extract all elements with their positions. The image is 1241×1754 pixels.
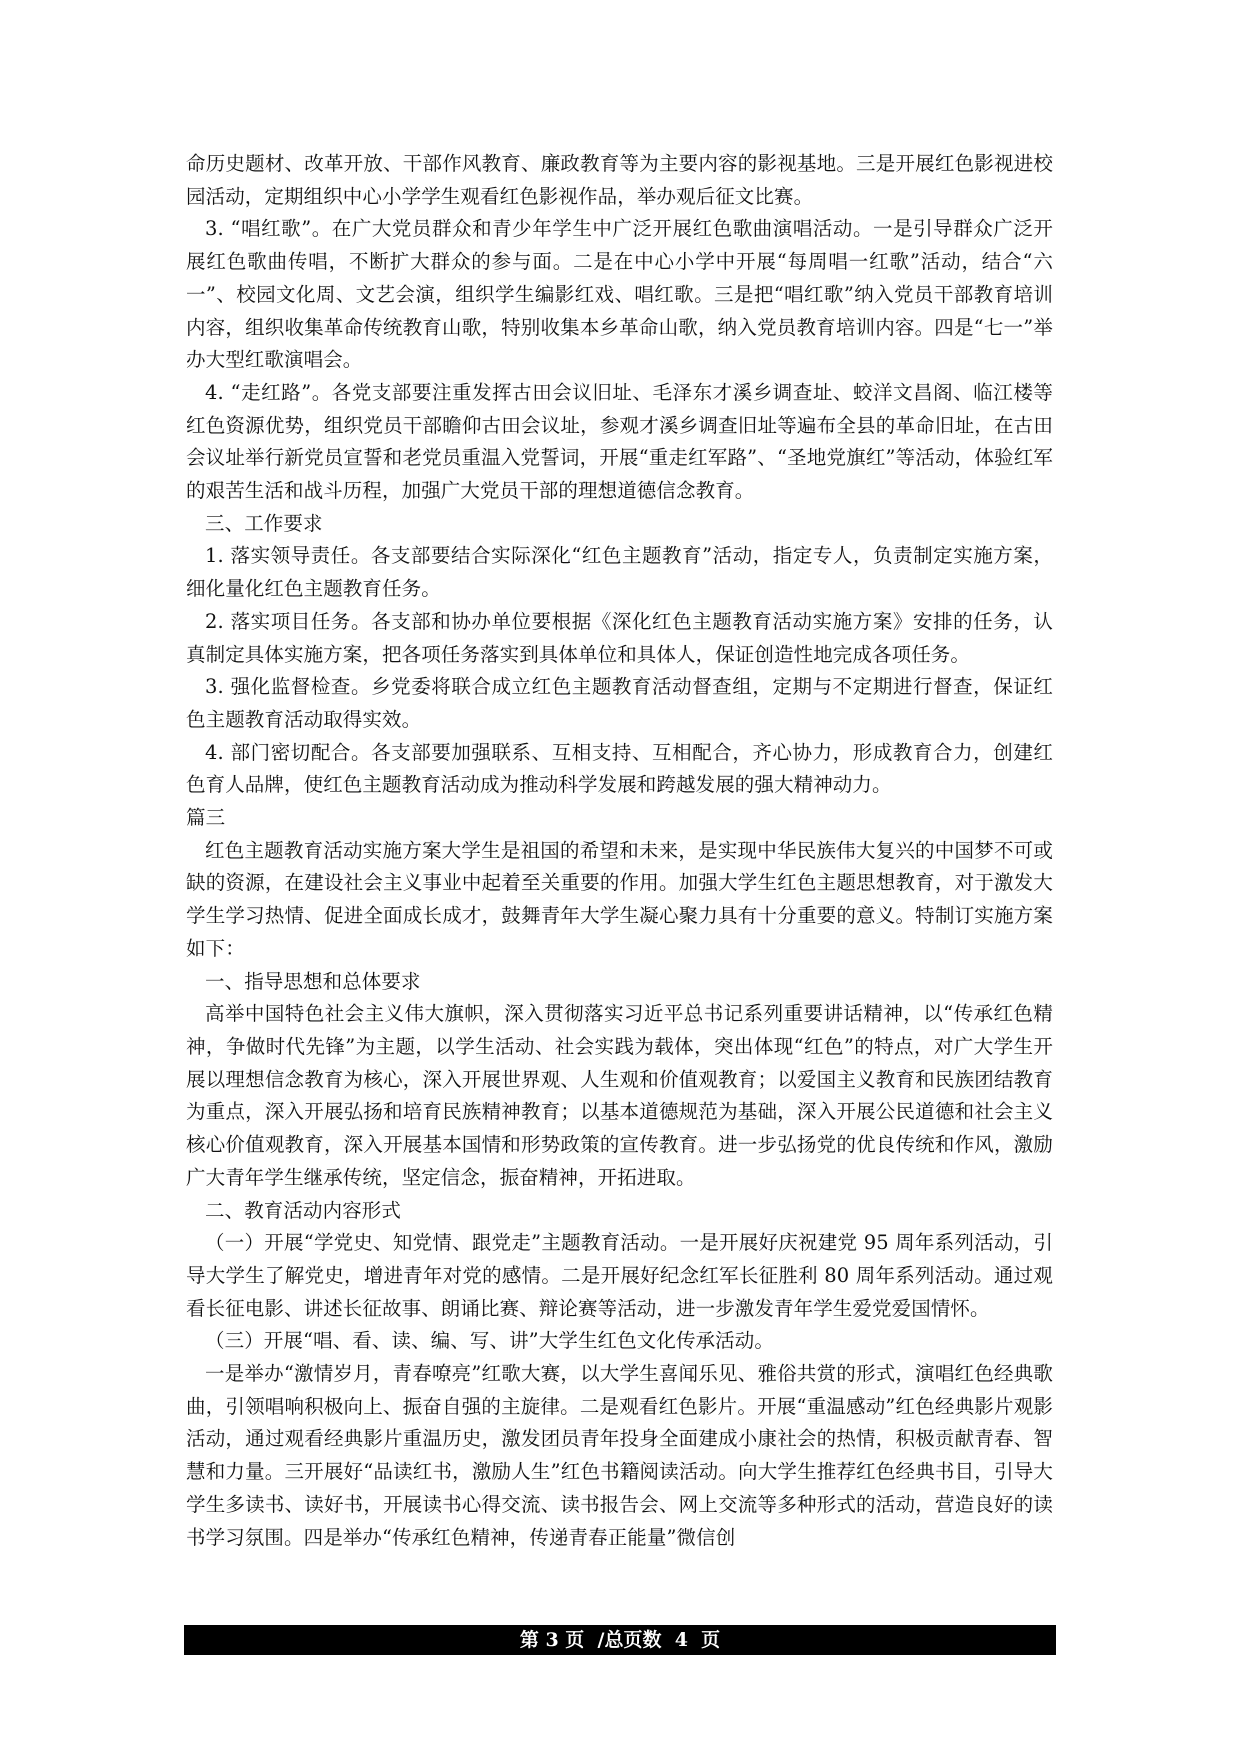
paragraph-guiding-ideology: 高举中国特色社会主义伟大旗帜，深入贯彻落实习近平总书记系列重要讲话精神，以“传承红色精神，争做时代先锋”为主题，以学生活动、社会实践为载体，突出体现“红色”的特点，对广大学生开展以理想信念教育为核心，深入开展世界观、人生观和价值观教育；以爱国主义教育和民族团结教育为重点，深入开展弘扬和培育民族精神教育；以基本道德规范为基础，深入开展公民道德和社会主义核心价值观教育，深入开展基本国情和形势政策的宣传教育。进一步弘扬党的优良传统和作风，激励广大青年学生继承传统，坚定信念，振奋精神，开拓进取。	[186, 1002, 1053, 1189]
requirement-item-3: 3. 强化监督检查。乡党委将联合成立红色主题教育活动督查组，定期与不定期进行督查，保证红色主题教育活动取得实效。	[186, 675, 1053, 731]
section-heading-activity-content: 二、教育活动内容形式	[205, 1198, 402, 1222]
requirement-item-1: 1. 落实领导责任。各支部要结合实际深化“红色主题教育”活动，指定专人，负责制定实施方案，细化量化红色主题教育任务。	[186, 544, 1053, 601]
section-heading-guiding-ideology: 一、指导思想和总体要求	[205, 969, 421, 993]
activity-item-3: （三）开展“唱、看、读、编、写、讲”大学生红色文化传承活动。	[205, 1329, 774, 1353]
paragraph-intro: 红色主题教育活动实施方案大学生是祖国的希望和未来，是实现中华民族伟大复兴的中国梦不可或缺的资源，在建设社会主义事业中起着至关重要的作用。加强大学生红色主题思想教育，对于激发大学生学习热情、促进全面成长成才，鼓舞青年大学生凝心聚力具有十分重要的意义。特制订实施方案如下：	[186, 838, 1053, 960]
page-number-label: 第 3 页 /总页数 4 页	[519, 1629, 721, 1651]
activity-item-3-body: 一是举办“激情岁月，青春嘹亮”红歌大赛，以大学生喜闻乐见、雅俗共赏的形式，演唱红色经典歌曲，引领唱响积极向上、振奋自强的主旋律。二是观看红色影片。开展“重温感动”红色经典影片观影活动，通过观看经典影片重温历史，激发团员青年投身全面建成小康社会的热情，积极贡献青春、智慧和力量。三开展好“品读红书，激励人生”红色书籍阅读活动。向大学生推荐红色经典书目，引导大学生多读书、读好书，开展读书心得交流、读书报告会、网上交流等多种形式的活动，营造良好的读书学习氛围。四是举办“传承红色精神，传递青春正能量”微信创	[186, 1362, 1053, 1549]
paragraph-sing-red-songs: 3. “唱红歌”。在广大党员群众和青少年学生中广泛开展红色歌曲演唱活动。一是引导群众广泛开展红色歌曲传唱，不断扩大群众的参与面。二是在中心小学中开展“每周唱一红歌”活动，结合“六一”、校园文化周、文艺会演，组织学生编影红戏、唱红歌。三是把“唱红歌”纳入党员干部教育培训内容，组织收集革命传统教育山歌，特别收集本乡革命山歌，纳入党员教育培训内容。四是“七一”举办大型红歌演唱会。	[186, 217, 1053, 372]
page-footer	[184, 1625, 1056, 1655]
section-heading-work-requirements: 三、工作要求	[205, 511, 323, 535]
chapter-heading-part-three: 篇三	[186, 806, 226, 830]
requirement-item-2: 2. 落实项目任务。各支部和协办单位要根据《深化红色主题教育活动实施方案》安排的任务，认真制定具体实施方案，把各项任务落实到具体单位和具体人，保证创造性地完成各项任务。	[186, 609, 1053, 666]
requirement-item-4: 4. 部门密切配合。各支部要加强联系、互相支持、互相配合，齐心协力，形成教育合力，创建红色育人品牌，使红色主题教育活动成为推动科学发展和跨越发展的强大精神动力。	[186, 740, 1053, 797]
document-body	[186, 148, 1053, 1554]
activity-item-1: （一）开展“学党史、知党情、跟党走”主题教育活动。一是开展好庆祝建党 95 周年系列活动，引导大学生了解党史，增进青年对党的感情。二是开展好纪念红军长征胜利 80 周年系列活动。通过观看长征电影、讲述长征故事、朗诵比赛、辩论赛等活动，进一步激发青年学生爱党爱国情怀。	[186, 1231, 1053, 1320]
paragraph-continued: 命历史题材、改革开放、干部作风教育、廉政教育等为主要内容的影视基地。三是开展红色影视进校园活动，定期组织中心小学学生观看红色影视作品，举办观后征文比赛。	[186, 152, 1053, 208]
paragraph-walk-red-road: 4. “走红路”。各党支部要注重发挥古田会议旧址、毛泽东才溪乡调查址、蛟洋文昌阁、临江楼等红色资源优势，组织党员干部瞻仰古田会议址，参观才溪乡调查旧址等遍布全县的革命旧址，在古田会议址举行新党员宣誓和老党员重温入党誓词，开展“重走红军路”、“圣地党旗红”等活动，体验红军的艰苦生活和战斗历程，加强广大党员干部的理想道德信念教育。	[186, 380, 1053, 503]
